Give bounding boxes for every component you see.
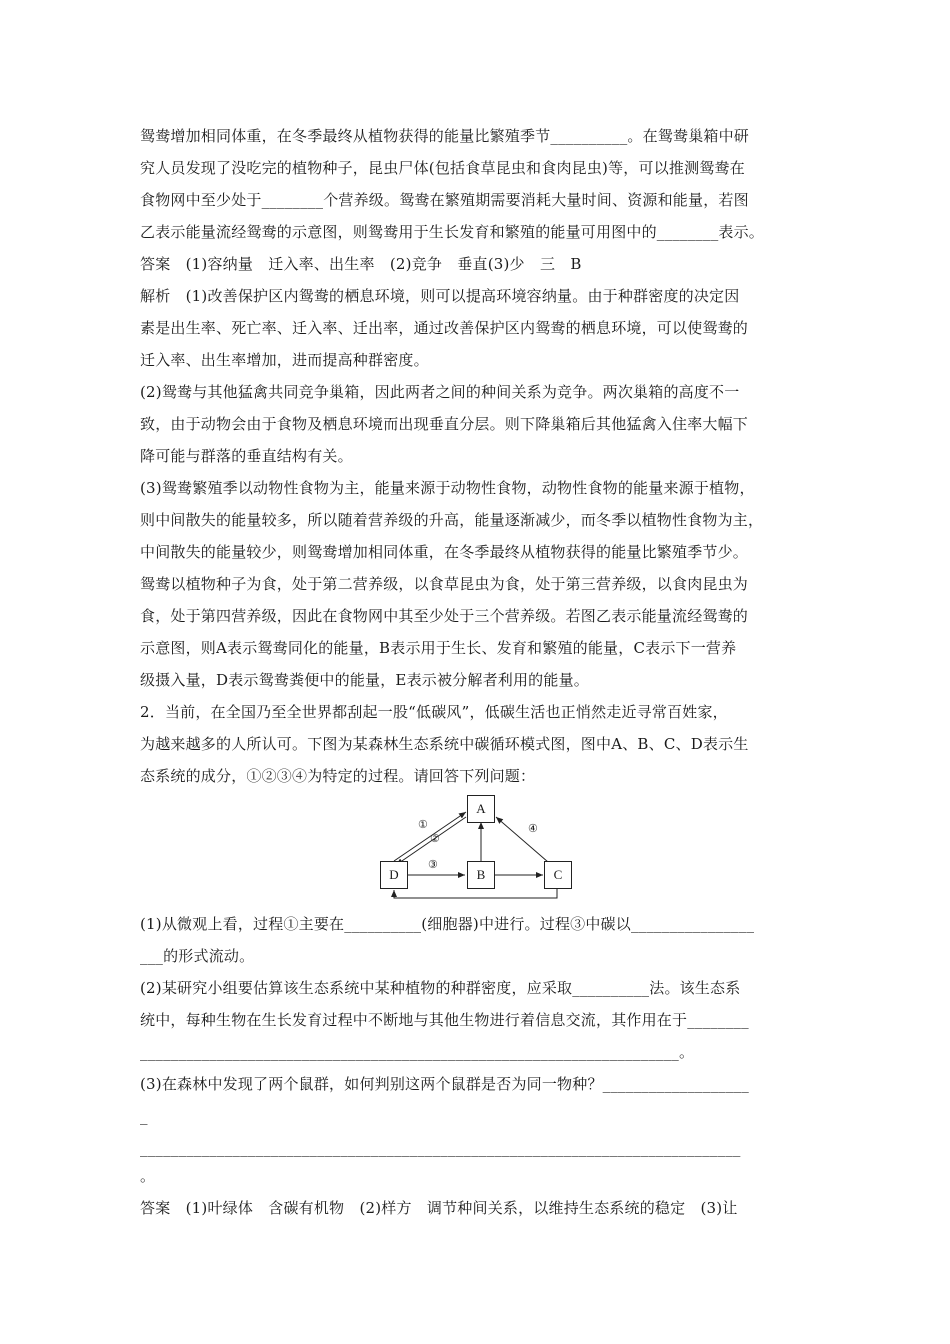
process-4-label: ④ (528, 822, 538, 835)
text-line: 中间散失的能量较少，则鸳鸯增加相同体重，在冬季最终从植物获得的能量比繁殖季节少。 (140, 543, 749, 561)
question-line: (3)在森林中发现了两个鼠群，如何判别这两个鼠群是否为同一物种？___________________ (140, 1075, 749, 1093)
node-b: B (467, 861, 495, 889)
question-line: 2．当前，在全国乃至全世界都刮起一股“低碳风”，低碳生活也正悄然走近寻常百姓家， (140, 703, 728, 721)
arrow-c-to-d (394, 889, 557, 898)
arrow-c-to-a (496, 817, 548, 862)
text-line: 迁入率、出生率增加，进而提高种群密度。 (140, 351, 429, 369)
text-line: (2)鸳鸯与其他猛禽共同竞争巢箱，因此两者之间的种间关系为竞争。两次巢箱的高度不一 (140, 383, 740, 401)
text-line: 致，由于动物会由于食物及栖息环境而出现垂直分层。则下降巢箱后其他猛禽入住率大幅下 (140, 415, 749, 433)
node-c: C (544, 861, 572, 889)
text-line: 示意图，则A表示鸳鸯同化的能量，B表示用于生长、发育和繁殖的能量，C表示下一营养 (140, 639, 737, 657)
process-3-label: ③ (428, 858, 438, 871)
text-line: 态系统的成分，①②③④为特定的过程。请回答下列问题： (140, 767, 536, 785)
answer-line: 答案 (1)叶绿体 含碳有机物 (2)样方 调节种间关系，以维持生态系统的稳定 (3)让 (140, 1199, 738, 1217)
text-line: 究人员发现了没吃完的植物种子，昆虫尸体(包括食草昆虫和食肉昆虫)等，可以推测鸳鸯在 (140, 159, 745, 177)
text-line: 统中，每种生物在生长发育过程中不断地与其他生物进行着信息交流，其作用在于________ (140, 1011, 749, 1029)
text-line: 鸳鸯增加相同体重，在冬季最终从植物获得的能量比繁殖季节__________。在鸳鸯巢箱中研 (140, 127, 750, 145)
question-line: (2)某研究小组要估算该生态系统中某种植物的种群密度，应采取__________法。该生态系 (140, 979, 741, 997)
text-line: 鸳鸯以植物种子为食，处于第二营养级，以食草昆虫为食，处于第三营养级，以食肉昆虫为 (140, 575, 749, 593)
process-2-label: ② (430, 832, 440, 845)
text-line: 级摄入量，D表示鸳鸯粪便中的能量，E表示被分解者利用的能量。 (140, 671, 589, 689)
text-line: 乙表示能量流经鸳鸯的示意图，则鸳鸯用于生长发育和繁殖的能量可用图中的________表示。 (140, 223, 765, 241)
text-line: 降可能与群落的垂直结构有关。 (140, 447, 353, 465)
text-line: ___的形式流动。 (140, 947, 255, 965)
blank-line: _ (140, 1107, 148, 1125)
text-line: 为越来越多的人所认可。下图为某森林生态系统中碳循环模式图，图中A、B、C、D表示生 (140, 735, 749, 753)
node-d: D (380, 861, 408, 889)
blank-line: ______________________________________________________________________________ (140, 1139, 741, 1157)
blank-line: 。 (140, 1167, 156, 1185)
text-line: (3)鸳鸯繁殖季以动物性食物为主，能量来源于动物性食物，动物性食物的能量来源于植物， (140, 479, 755, 497)
blank-line: ______________________________________________________________________。 (140, 1043, 695, 1061)
carbon-cycle-diagram (370, 790, 590, 905)
node-a: A (467, 795, 495, 823)
process-1-label: ① (418, 818, 428, 831)
answer-line: 答案 (1)容纳量 迁入率、出生率 (2)竞争 垂直(3)少 三 B (140, 255, 582, 273)
question-line: (1)从微观上看，过程①主要在__________(细胞器)中进行。过程③中碳以________________ (140, 915, 755, 933)
text-line: 食，处于第四营养级，因此在食物网中其至少处于三个营养级。若图乙表示能量流经鸳鸯的 (140, 607, 749, 625)
analysis-line: 解析 (1)改善保护区内鸳鸯的栖息环境，则可以提高环境容纳量。由于种群密度的决定因 (140, 287, 740, 305)
text-line: 食物网中至少处于________个营养级。鸳鸯在繁殖期需要消耗大量时间、资源和能量，若图 (140, 191, 749, 209)
text-line: 素是出生率、死亡率、迁入率、迁出率，通过改善保护区内鸳鸯的栖息环境，可以使鸳鸯的 (140, 319, 749, 337)
text-line: 则中间散失的能量较多，所以随着营养级的升高，能量逐渐减少，而冬季以植物性食物为主， (140, 511, 764, 529)
